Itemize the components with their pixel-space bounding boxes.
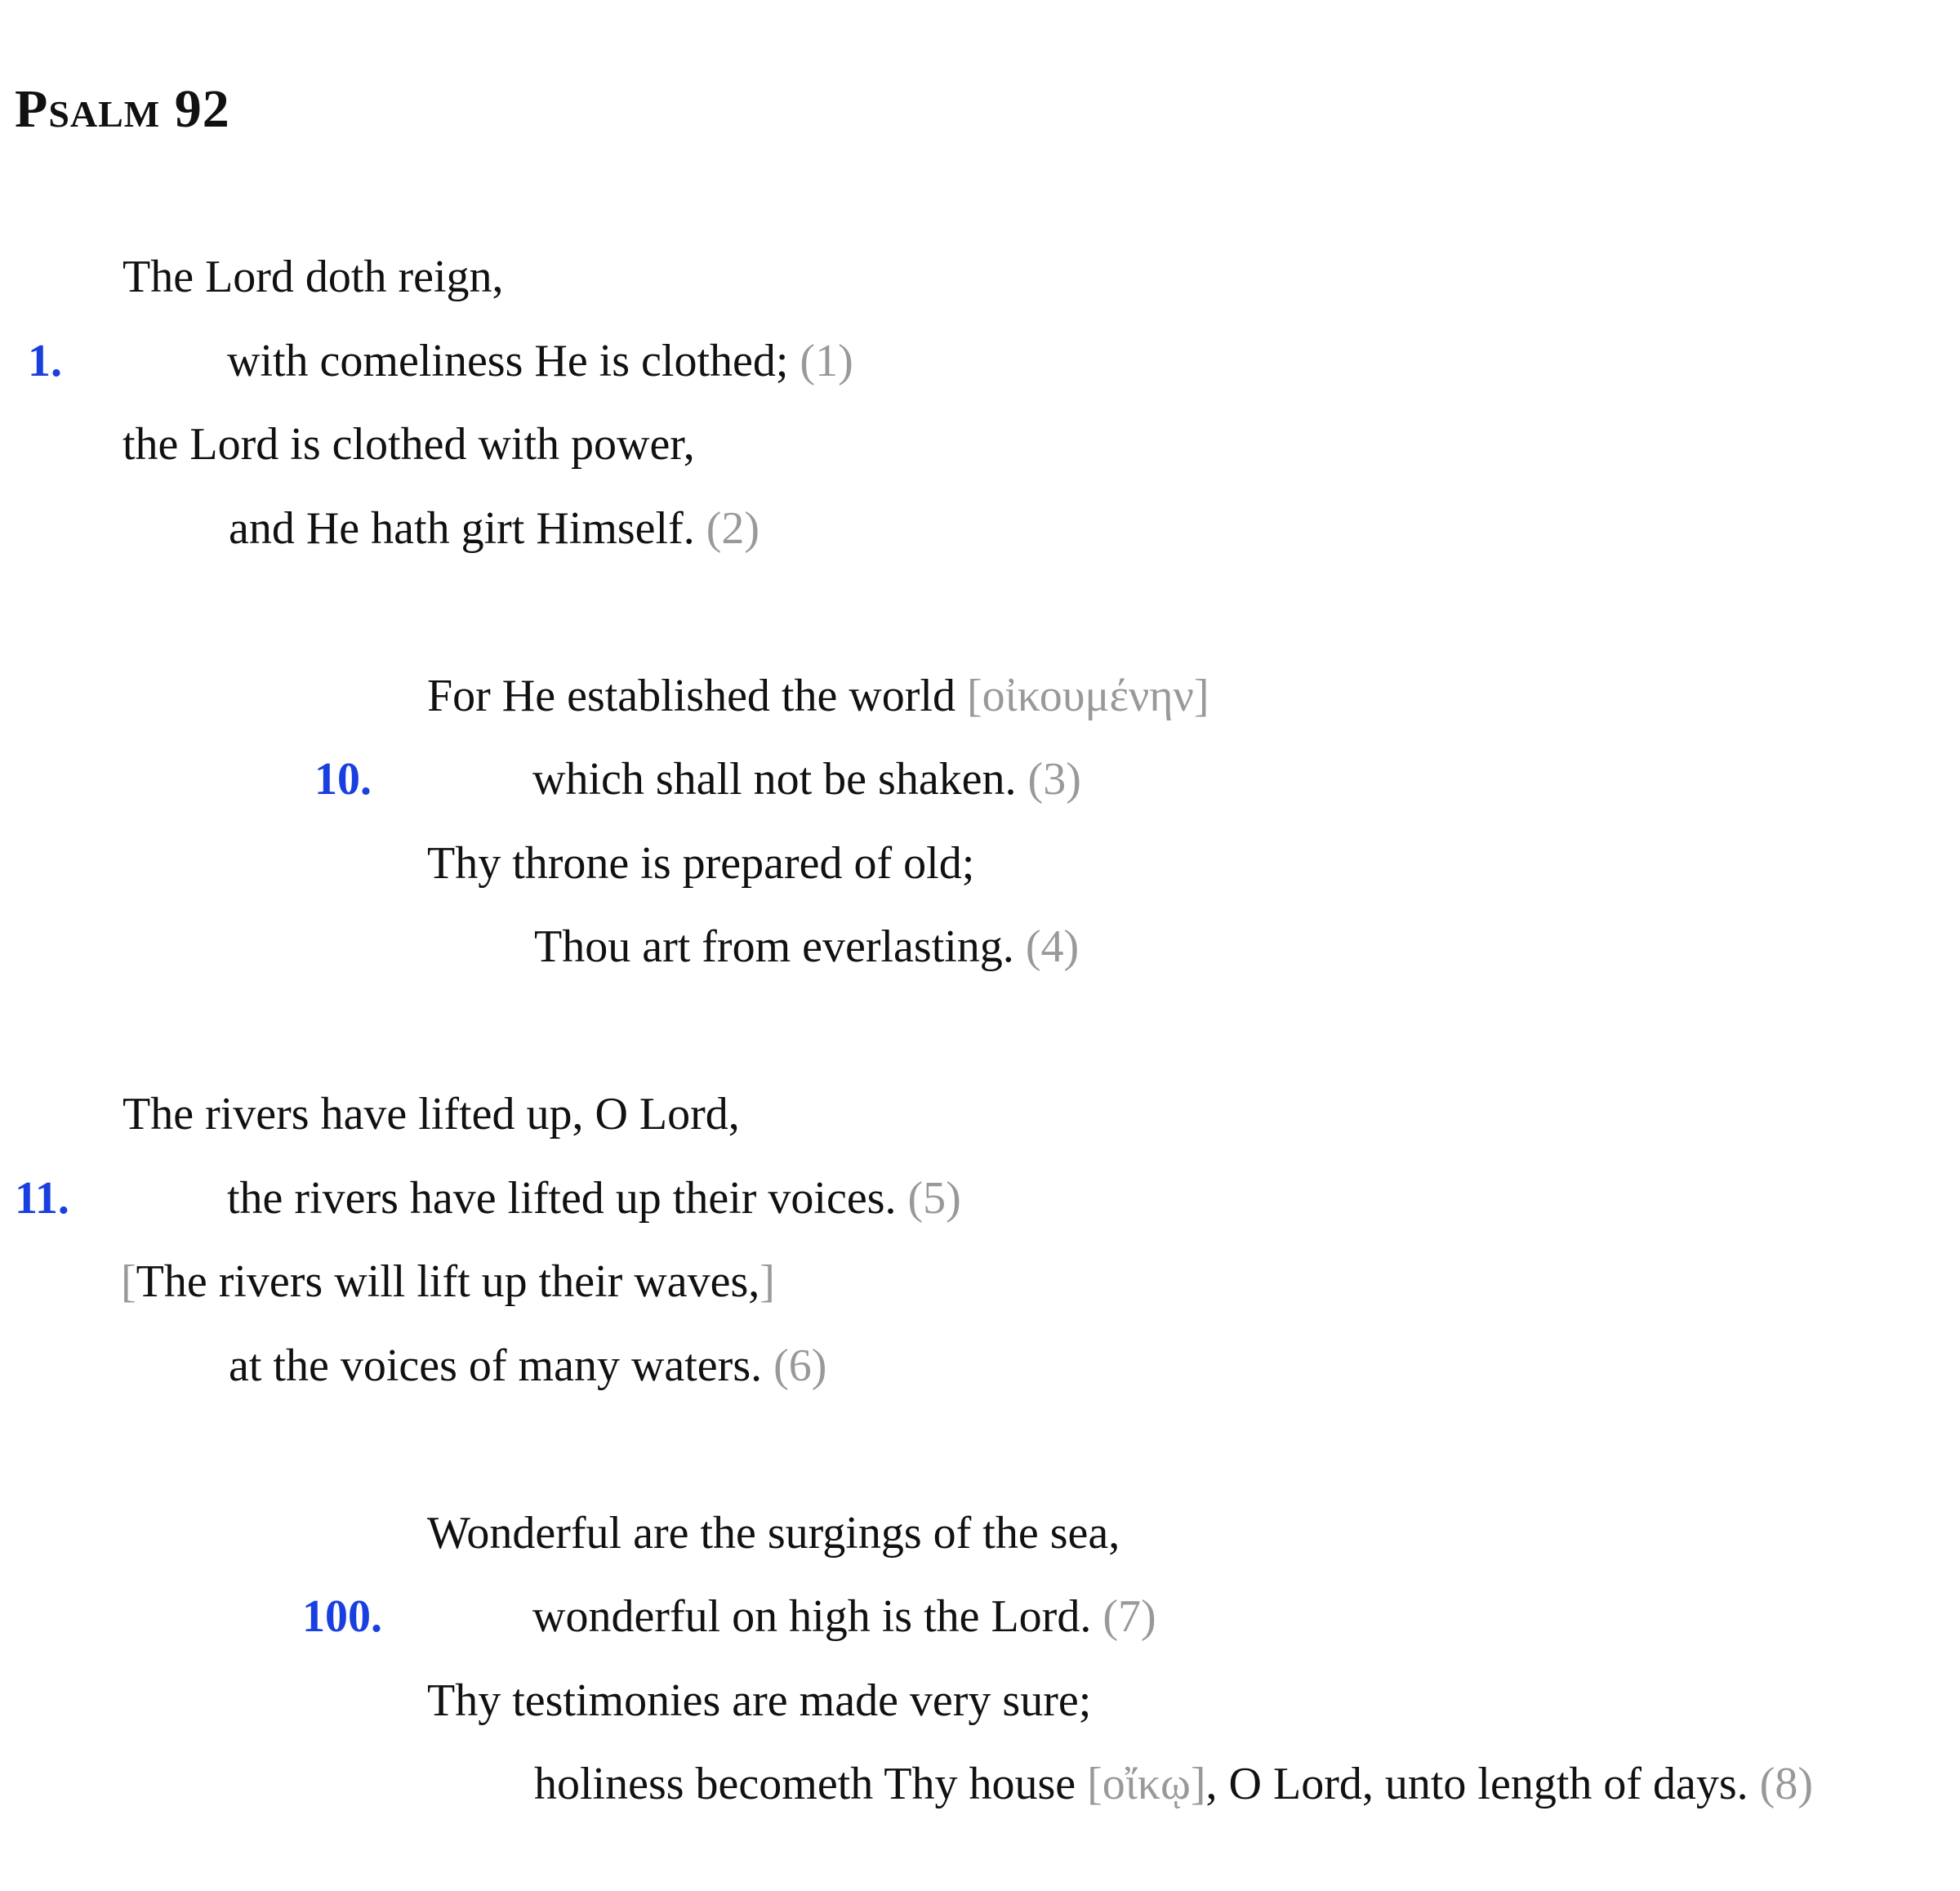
verse-text: Wonderful are the surgings of the sea, xyxy=(427,1508,1120,1559)
verse-line xyxy=(227,335,853,387)
verse-reference: (6) xyxy=(773,1340,827,1391)
page-title: Psalm 92 xyxy=(15,79,230,139)
verse-line xyxy=(534,921,1079,973)
verse-text: and He hath girt Himself. xyxy=(229,503,695,554)
verse-line xyxy=(427,837,974,890)
verse-line xyxy=(534,1758,1813,1810)
verse-number: 100. xyxy=(302,1591,382,1642)
verse-reference: (8) xyxy=(1759,1759,1813,1809)
verse-reference: (7) xyxy=(1102,1591,1156,1642)
verse-line xyxy=(122,251,504,303)
verse-line xyxy=(229,1340,826,1392)
verse-text: wonderful on high is the Lord. xyxy=(532,1591,1092,1642)
verse-line xyxy=(121,1255,775,1308)
verse-reference: (3) xyxy=(1027,754,1081,805)
verse-line xyxy=(427,1675,1091,1727)
verse-text: holiness becometh Thy house xyxy=(534,1759,1076,1809)
bracket-open: [ xyxy=(121,1256,136,1307)
verse-text: The rivers will lift up their waves, xyxy=(136,1256,760,1307)
verse-text: Thou art from everlasting. xyxy=(534,921,1014,972)
verse-text: the rivers have lifted up their voices. xyxy=(227,1173,897,1224)
verse-text: Thy throne is prepared of old; xyxy=(427,838,975,889)
verse-line xyxy=(427,670,1209,722)
verse-text: which shall not be shaken. xyxy=(532,754,1017,805)
verse-line xyxy=(427,1507,1120,1559)
greek-gloss: [οἴκῳ] xyxy=(1087,1759,1206,1809)
verse-line xyxy=(229,502,760,555)
verse-line xyxy=(532,753,1081,805)
verse-line xyxy=(122,418,695,471)
verse-text: The rivers have lifted up, O Lord, xyxy=(122,1089,740,1140)
greek-gloss: [οἰκουμένην] xyxy=(966,671,1209,721)
verse-number: 11. xyxy=(15,1173,69,1224)
verse-text: Thy testimonies are made very sure; xyxy=(427,1675,1092,1726)
verse-text: with comeliness He is clothed; xyxy=(227,336,789,386)
verse-reference: (1) xyxy=(800,336,853,386)
bracket-close: ] xyxy=(760,1256,775,1307)
verse-text-continued: , O Lord, unto length of days. xyxy=(1205,1759,1748,1809)
verse-text: at the voices of many waters. xyxy=(229,1340,763,1391)
verse-reference: (2) xyxy=(706,503,760,554)
verse-line xyxy=(532,1590,1156,1643)
verse-text: The Lord doth reign, xyxy=(122,252,504,302)
verse-text: the Lord is clothed with power, xyxy=(122,419,695,470)
verse-reference: (4) xyxy=(1025,921,1080,972)
verse-line xyxy=(122,1088,740,1140)
verse-number: 1. xyxy=(28,336,62,386)
verse-number: 10. xyxy=(314,754,372,805)
verse-text: For He established the world xyxy=(427,671,956,721)
verse-reference: (5) xyxy=(907,1173,961,1224)
verse-line xyxy=(227,1172,961,1224)
